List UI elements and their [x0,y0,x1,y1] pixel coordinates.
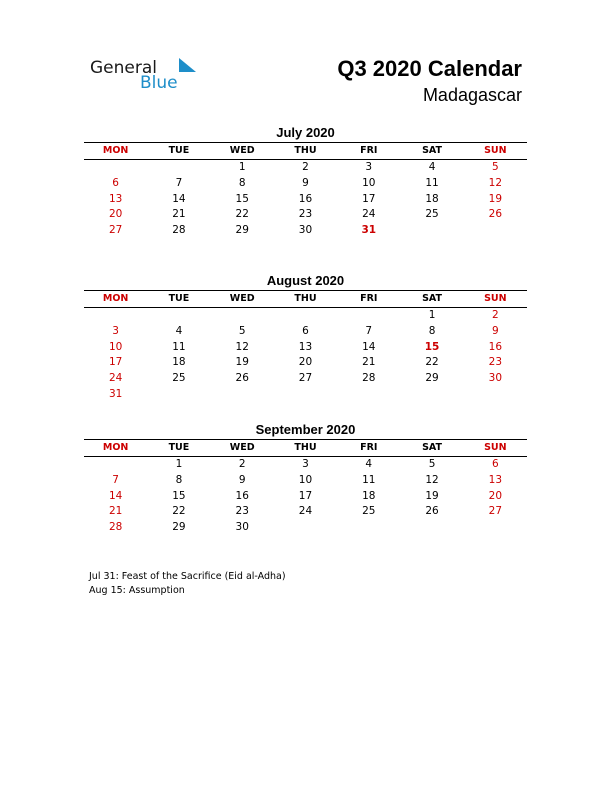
day-cell: 14 [108,489,123,502]
week-row [84,457,527,473]
logo-word-general: General [90,58,157,78]
day-cell: 24 [362,208,376,221]
day-cell [84,160,147,176]
day-cell [464,387,527,403]
day-cell: 22 [425,356,439,369]
day-cell: 1 [428,309,436,321]
day-cell [464,223,527,239]
day-cell: 14 [362,340,376,353]
week-row [84,355,527,371]
holiday-note: Aug 15: Assumption [89,585,185,596]
day-cell: 25 [425,208,439,221]
day-cell: 27 [108,224,123,237]
day-cell: 22 [172,505,186,518]
day-cell: 6 [492,458,499,470]
holiday-note: Jul 31: Feast of the Sacrifice (Eid al-Adha) [89,571,286,582]
day-cell: 20 [108,208,123,221]
weekday-header: SUN [464,291,527,308]
day-cell: 20 [488,489,503,502]
day-cell: 6 [112,176,119,189]
day-cell: 8 [238,176,246,189]
day-cell: 28 [362,372,376,385]
day-cell: 9 [238,473,246,486]
day-cell: 23 [298,208,313,221]
weekday-header: SUN [464,440,527,457]
day-cell: 17 [362,192,376,205]
day-cell: 5 [492,161,499,173]
month-september [84,421,527,536]
day-cell [84,457,147,473]
day-cell: 30 [298,224,313,237]
day-cell: 19 [235,356,249,369]
day-cell: 8 [175,473,183,486]
week-row [84,223,527,239]
day-cell: 23 [235,505,249,518]
day-cell [464,520,527,536]
month-title: August 2020 [266,273,345,288]
day-cell: 5 [428,458,436,470]
day-cell: 31 [361,224,377,237]
day-cell: 18 [172,356,186,369]
weekday-header: THU [274,291,337,308]
day-cell [211,387,274,403]
day-cell: 24 [108,372,123,385]
week-row [84,371,527,387]
day-cell: 15 [235,192,249,205]
day-cell: 27 [488,505,503,518]
day-cell: 27 [298,372,313,385]
week-row [84,176,527,192]
day-cell: 28 [108,521,123,534]
day-cell: 29 [235,224,249,237]
day-cell: 16 [235,489,249,502]
day-cell [84,308,147,324]
weekday-header: SAT [400,440,463,457]
month-grid [84,439,527,536]
day-cell: 26 [425,505,439,518]
weekday-header: THU [274,440,337,457]
day-cell: 29 [425,372,439,385]
day-cell: 8 [428,324,436,337]
week-row [84,207,527,223]
day-cell: 19 [488,192,503,205]
day-cell [400,387,463,403]
day-cell [337,520,400,536]
day-cell: 25 [172,372,186,385]
day-cell [337,387,400,403]
day-cell: 4 [428,161,436,173]
day-cell: 10 [108,340,123,353]
weekday-header: THU [274,143,337,160]
day-cell [147,387,210,403]
weekday-header: WED [211,291,274,308]
country-name: Madagascar [422,85,522,105]
weekday-header: SUN [464,143,527,160]
day-cell: 29 [172,521,186,534]
day-cell [211,308,274,324]
weekday-header: MON [84,440,147,457]
day-cell: 10 [298,473,313,486]
day-cell [147,308,210,324]
weekday-header: SAT [400,143,463,160]
day-cell [274,520,337,536]
day-cell: 1 [175,458,183,470]
day-cell: 17 [108,356,123,369]
day-cell: 9 [492,324,499,337]
day-cell: 22 [235,208,249,221]
day-cell: 7 [175,176,183,189]
day-cell: 13 [108,192,123,205]
week-row [84,340,527,356]
week-row [84,192,527,208]
month-july [84,124,527,239]
day-cell: 16 [298,192,313,205]
day-cell [274,308,337,324]
day-cell: 21 [172,208,186,221]
day-cell: 10 [362,176,376,189]
day-cell: 19 [425,489,439,502]
weekday-header: SAT [400,291,463,308]
day-cell: 9 [302,176,309,189]
logo-word-blue: Blue [140,73,178,93]
weekday-header: TUE [147,291,210,308]
day-cell [400,520,463,536]
day-cell [274,387,337,403]
day-cell: 13 [488,473,503,486]
day-cell [337,308,400,324]
day-cell: 3 [302,458,309,470]
day-cell: 5 [238,324,246,337]
day-cell: 21 [108,505,123,518]
week-row [84,504,527,520]
day-cell: 18 [425,192,439,205]
day-cell [400,223,463,239]
day-cell: 13 [298,340,313,353]
day-cell: 11 [362,473,376,486]
day-cell: 14 [172,192,186,205]
day-cell: 15 [424,340,440,353]
day-cell: 12 [235,340,249,353]
day-cell: 11 [425,176,439,189]
day-cell: 17 [298,489,313,502]
weekday-header: MON [84,291,147,308]
day-cell: 7 [365,324,373,337]
day-cell: 24 [298,505,313,518]
day-cell: 12 [488,176,503,189]
day-cell: 26 [488,208,503,221]
day-cell: 11 [172,340,186,353]
logo [90,56,200,96]
day-cell: 1 [238,161,246,173]
day-cell: 23 [488,356,503,369]
day-cell: 3 [365,161,373,173]
week-row [84,473,527,489]
day-cell: 15 [172,489,186,502]
week-row [84,387,527,403]
day-cell: 30 [235,521,249,534]
week-row [84,324,527,340]
week-row [84,308,527,324]
page-title: Q3 2020 Calendar [337,56,522,81]
day-cell: 3 [112,324,119,337]
day-cell: 30 [488,372,503,385]
day-cell: 7 [112,473,119,486]
month-grid [84,142,527,239]
day-cell: 2 [492,309,499,321]
month-title: September 2020 [255,422,356,437]
day-cell: 20 [298,356,313,369]
weekday-header: WED [211,143,274,160]
weekday-header: FRI [337,440,400,457]
weekday-header: TUE [147,440,210,457]
holiday-notes [89,570,286,598]
week-row [84,520,527,536]
week-row [84,160,527,176]
weekday-header: MON [84,143,147,160]
day-cell: 31 [108,387,123,400]
day-cell: 18 [362,489,376,502]
day-cell: 21 [362,356,376,369]
day-cell: 28 [172,224,186,237]
day-cell: 2 [302,161,309,173]
day-cell: 2 [238,458,246,470]
weekday-header: TUE [147,143,210,160]
weekday-header: FRI [337,143,400,160]
day-cell: 4 [365,458,373,470]
weekday-header: FRI [337,291,400,308]
day-cell: 16 [488,340,503,353]
weekday-header: WED [211,440,274,457]
day-cell: 26 [235,372,249,385]
day-cell: 6 [302,324,309,337]
week-row [84,489,527,505]
logo-triangle-icon [179,56,197,72]
month-title: July 2020 [276,125,335,140]
month-grid [84,290,527,403]
day-cell: 25 [362,505,376,518]
day-cell [147,160,210,176]
month-august [84,272,527,403]
day-cell: 4 [175,324,183,337]
day-cell: 12 [425,473,439,486]
